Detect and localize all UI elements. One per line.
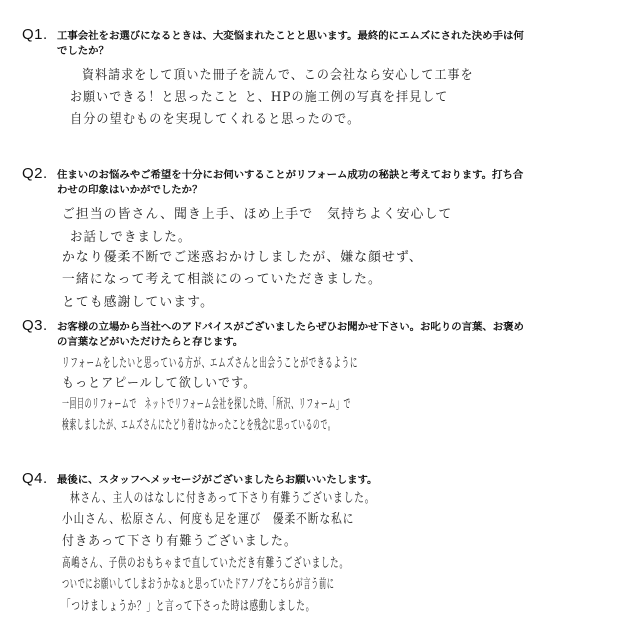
q1-answer-line2: お願いできる！と思ったこと と、HPの施工例の写真を拝見して: [70, 90, 449, 105]
q2-answer-line3: かなり優柔不断でご迷惑おかけしましたが、嫌な顔せず、: [62, 250, 423, 265]
q3-answer-line2: もっとアピールして欲しいです。: [62, 376, 257, 391]
q4-answer-line1: 林さん、主人のはなしに付きあって下さり有難うございました。: [70, 491, 376, 506]
q2-answer-line5: とても感謝しています。: [62, 295, 215, 310]
q2-question-line2: わせの印象はいかがでしたか？: [57, 184, 203, 196]
q3-answer-line1: リフォームをしたいと思っている方が、エムズさんと出会うことができるように: [62, 356, 359, 371]
q1-answer-line3: 自分の望むものを実現してくれると思ったので。: [70, 112, 361, 127]
q1-number: Q1.: [22, 26, 48, 43]
q4-answer-line3: 付きあって下さり有難うございました。: [62, 534, 298, 549]
q4-number: Q4.: [22, 470, 48, 487]
q3-number: Q3.: [22, 317, 48, 334]
q2-answer-line1: ご担当の皆さん、聞き上手、ほめ上手で 気持ちよく安心して: [62, 207, 453, 222]
q4-answer-line2: 小山さん、松原さん、何度も足を運び 優柔不断な私に: [62, 512, 355, 527]
q4-answer-line5: ついでにお願いしてしまおうかなぁと思っていたドアノブをこちらが言う前に: [62, 577, 335, 592]
q3-question-line2: の言葉などがいただけたらと存じます。: [57, 336, 244, 348]
q4-answer-line6: 「つけましょうか？」と言って下さった時は感動しました。: [62, 599, 316, 614]
q1-question-line1: 工事会社をお選びになるときは、大変悩まれたことと思います。最終的にエムズにされた決め手は何: [57, 30, 524, 42]
q3-answer-line3: 一回目のリフォームで ネットでリフォーム会社を探した時、「所沢、リフォーム」で: [62, 397, 352, 412]
q3-question-line1: お客様の立場から当社へのアドバイスがございましたらぜひお聞かせ下さい。お叱りの言葉、お褒め: [57, 321, 524, 333]
q2-number: Q2.: [22, 165, 48, 182]
q4-question-line1: 最後に、スタッフへメッセージがございましたらお願いいたします。: [57, 474, 378, 486]
q1-question-line2: でしたか？: [57, 45, 109, 57]
q4-answer-line4: 高嶋さん、子供のおもちゃまで直していただき有難うございました。: [62, 556, 349, 571]
q2-answer-line4: 一緒になって考えて相談にのっていただきました。: [62, 272, 382, 287]
q2-question-line1: 住まいのお悩みやご希望を十分にお伺いすることがリフォーム成功の秘訣と考えております。打ち合: [57, 169, 524, 181]
q3-answer-line4: 検索しましたが、エムズさんにたどり着けなかったことを残念に思っているので。: [62, 418, 336, 433]
q1-answer-line1: 資料請求をして頂いた冊子を読んで、この会社なら安心して工事を: [82, 68, 474, 83]
q2-answer-line2: お話しできました。: [70, 230, 192, 245]
